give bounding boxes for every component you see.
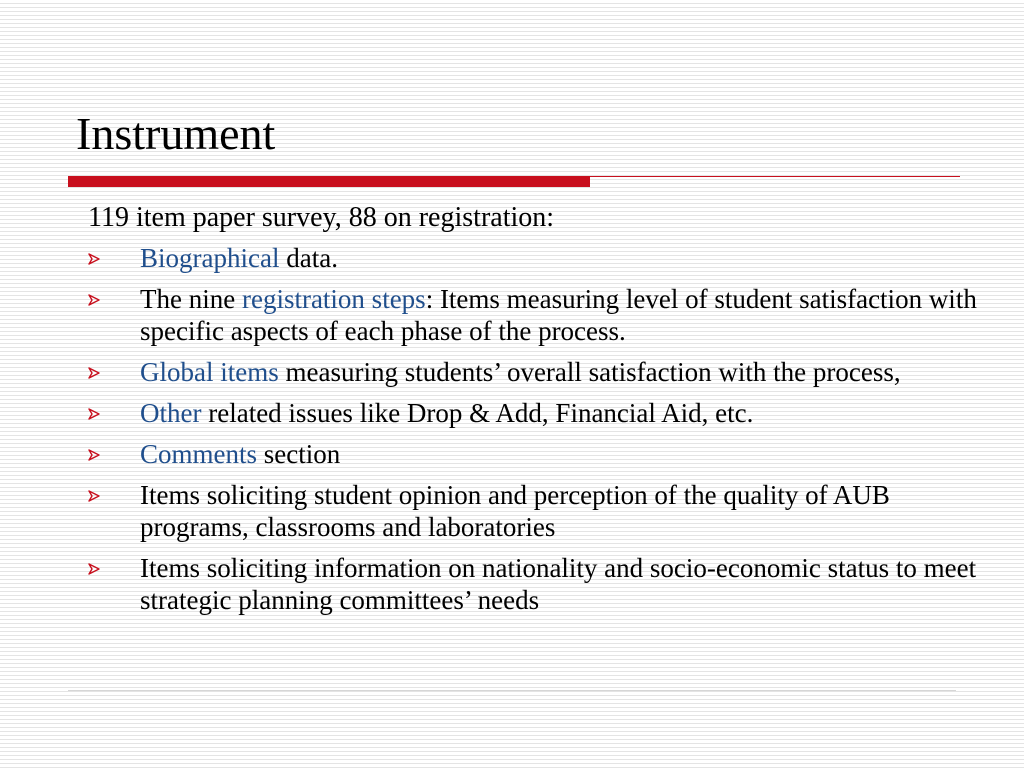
arrow-bullet-icon: [88, 563, 100, 575]
bullet-item: [88, 552, 980, 616]
bullet-text: section: [257, 439, 341, 469]
bullet-text: Items soliciting information on nationality and socio-economic status to meet strategic planning committees’ needs: [140, 553, 977, 615]
bullet-highlight: Biographical: [140, 243, 280, 273]
bullet-text: data.: [279, 243, 338, 273]
bullet-item: [88, 283, 980, 347]
bullet-text: measuring students’ overall satisfaction with the process,: [278, 357, 901, 387]
bullet-text: related issues like Drop & Add, Financial Aid, etc.: [201, 398, 754, 428]
slide-body: [88, 200, 988, 625]
arrow-bullet-icon: [88, 408, 100, 420]
bullet-prefix: The nine: [140, 284, 242, 314]
title-underline-thin: [590, 176, 960, 177]
arrow-bullet-icon: [88, 253, 100, 265]
bullet-list: [88, 242, 988, 616]
bullet-text: : Items measuring level of student satisfaction with specific aspects of each phase of the process.: [140, 284, 977, 346]
slide-title: Instrument: [76, 108, 276, 159]
lead-text: 119 item paper survey, 88 on registration:: [88, 202, 555, 233]
bullet-highlight: registration steps: [241, 284, 426, 314]
bullet-highlight: Other: [140, 398, 202, 428]
bullet-highlight: Global items: [140, 357, 279, 387]
arrow-bullet-icon: [88, 367, 100, 379]
bullet-highlight: Comments: [140, 439, 258, 469]
bullet-item: [88, 438, 980, 470]
arrow-bullet-icon: [88, 449, 100, 461]
bullet-item: [88, 479, 980, 543]
arrow-bullet-icon: [88, 294, 100, 306]
bullet-item: [88, 356, 980, 388]
title-underline-accent: [68, 176, 590, 187]
footer-divider: [68, 690, 956, 691]
bullet-item: [88, 397, 980, 429]
bullet-text: Items soliciting student opinion and perception of the quality of AUB programs, classrooms and laboratories: [140, 480, 890, 542]
arrow-bullet-icon: [88, 490, 100, 502]
bullet-item: [88, 242, 980, 274]
